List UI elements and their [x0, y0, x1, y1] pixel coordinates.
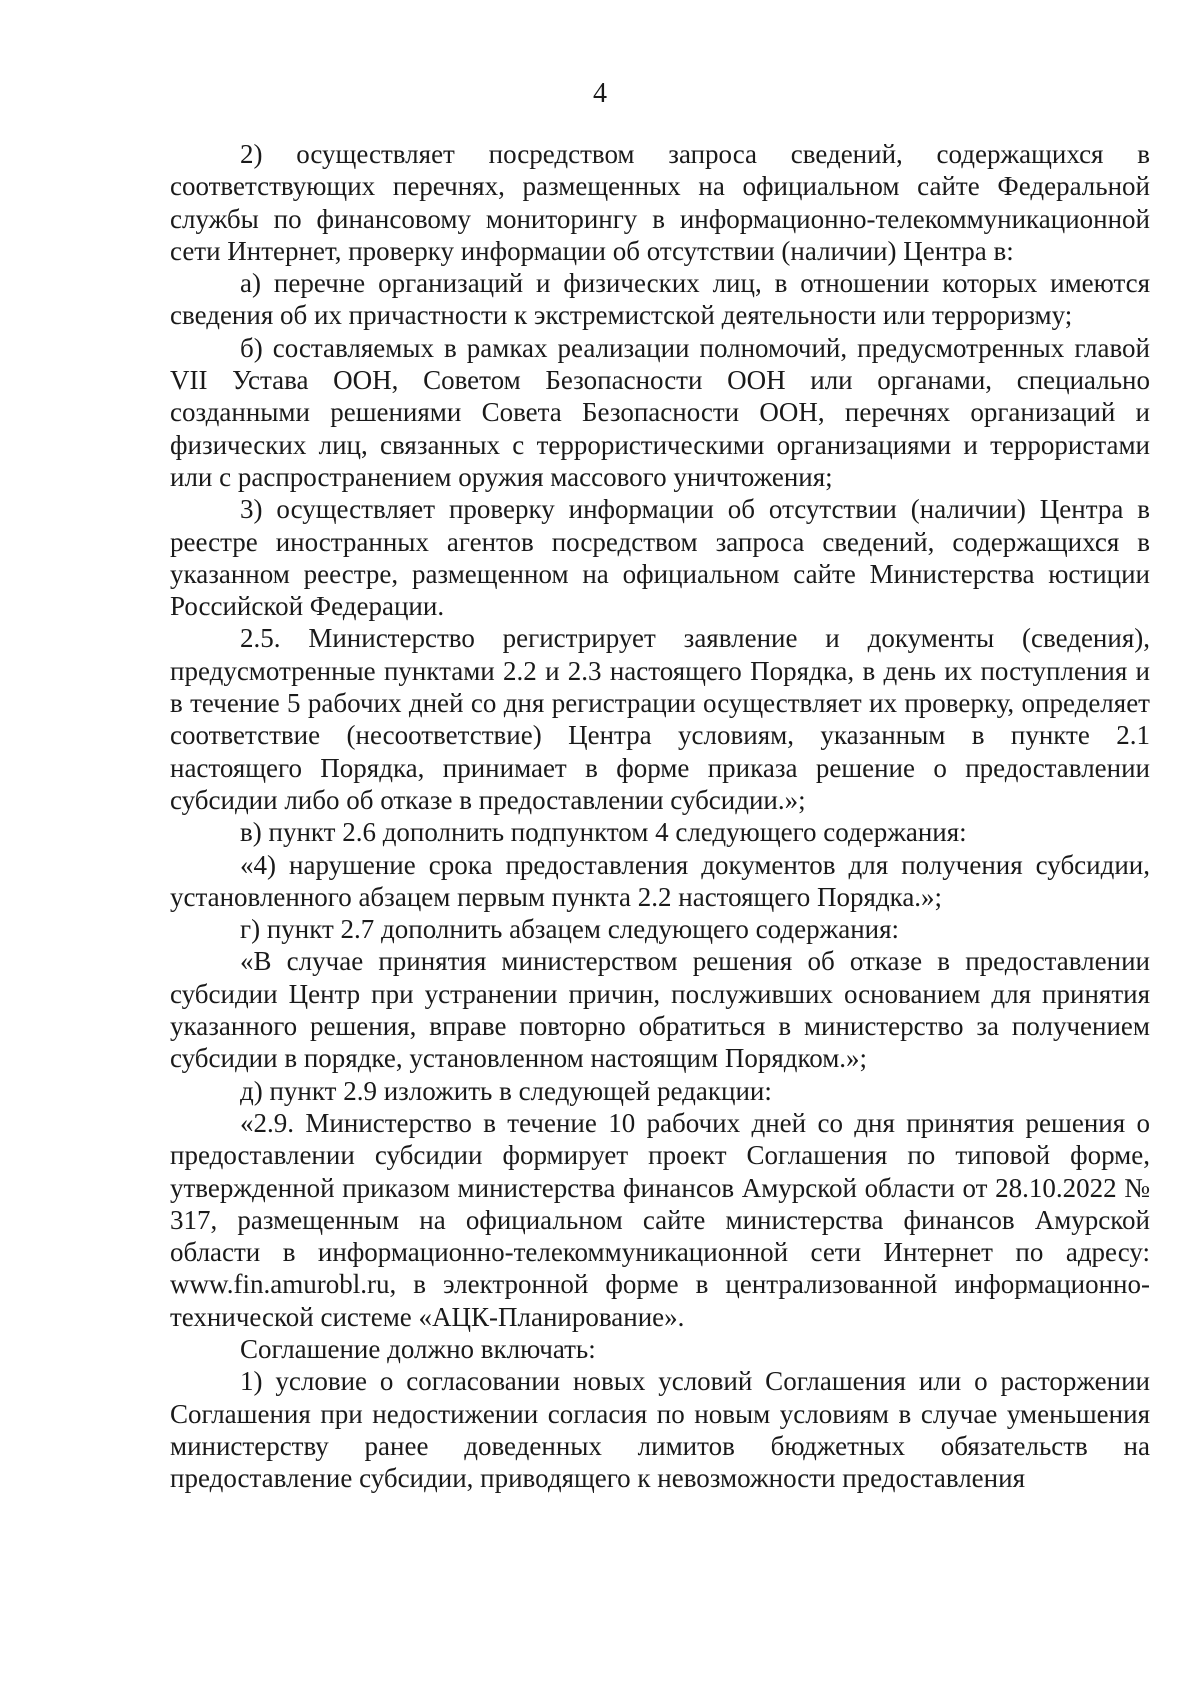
paragraph-amendment-d: д) пункт 2.9 изложить в следующей редакции:: [240, 1075, 772, 1106]
page-number: 4: [593, 78, 607, 109]
document-body: [170, 138, 1150, 1494]
paragraph-subitem-4: «4) нарушение срока предоставления документов для получения субсидии, установленного абзацем первым пункта 2.2 настоящего Порядка.»;: [170, 849, 1150, 912]
paragraph-item-3: 3) осуществляет проверку информации об отсутствии (наличии) Центра в реестре иностранных агентов посредством запроса сведений, содержащихся в указанном реестре, размещенном на официальном сайте Министерства юстиции Российской Федерации.: [170, 494, 1150, 622]
paragraph-amendment-g: г) пункт 2.7 дополнить абзацем следующего содержания:: [240, 914, 900, 945]
paragraph-clause-2-9: «2.9. Министерство в течение 10 рабочих дней со дня принятия решения о предоставлении субсидии формирует проект Соглашения по типовой форме, утвержденной приказом министерства финансов Амурской области от 28.10.2022 № 317, размещенным на официальном сайте министерства финансов Амурской области в информационно-телекоммуникационной сети Интернет по адресу: www.fin.amurobl.ru, в электронной форме в централизованной информационно-технической системе «АЦК-Планирование».: [170, 1107, 1150, 1332]
paragraph-item-2: 2) осуществляет посредством запроса сведений, содержащихся в соответствующих перечнях, размещенных на официальном сайте Федеральной службы по финансовому мониторингу в информационно-телекоммуникационной сети Интернет, проверку информации об отсутствии (наличии) Центра в:: [170, 139, 1150, 266]
paragraph-amendment-v: в) пункт 2.6 дополнить подпунктом 4 следующего содержания:: [240, 817, 967, 848]
paragraph-agreement-intro: Соглашение должно включать:: [240, 1333, 596, 1364]
paragraph-clause-2-5: 2.5. Министерство регистрирует заявление и документы (сведения), предусмотренные пунктами 2.2 и 2.3 настоящего Порядка, в день их поступления и в течение 5 рабочих дней со дня регистрации осуществляет их проверку, определяет соответствие (несоответствие) Центра условиям, указанным в пункте 2.1 настоящего Порядка, принимает в форме приказа решение о предоставлении субсидии либо об отказе в предоставлении субсидии.»;: [170, 623, 1150, 815]
paragraph-subitem-b: б) составляемых в рамках реализации полномочий, предусмотренных главой VII Устава ООН, Советом Безопасности ООН или органами, специально созданными решениями Совета Безопасности ООН, перечнях организаций и физических лиц, связанных с террористическими организациями и террористами или с распространением оружия массового уничтожения;: [170, 332, 1150, 492]
paragraph-subitem-a: а) перечне организаций и физических лиц, в отношении которых имеются сведения об их причастности к экстремистской деятельности или терроризму;: [170, 268, 1150, 331]
paragraph-refusal-case: «В случае принятия министерством решения об отказе в предоставлении субсидии Центр при устранении причин, послуживших основанием для принятия указанного решения, вправе повторно обратиться в министерство за получением субсидии в порядке, установленном настоящим Порядком.»;: [170, 946, 1150, 1074]
paragraph-agreement-item-1: 1) условие о согласовании новых условий Соглашения или о расторжении Соглашения при недостижении согласия по новым условиям в случае уменьшения министерству ранее доведенных лимитов бюджетных обязательств на предоставление субсидии, приводящего к невозможности предоставления: [170, 1366, 1150, 1494]
